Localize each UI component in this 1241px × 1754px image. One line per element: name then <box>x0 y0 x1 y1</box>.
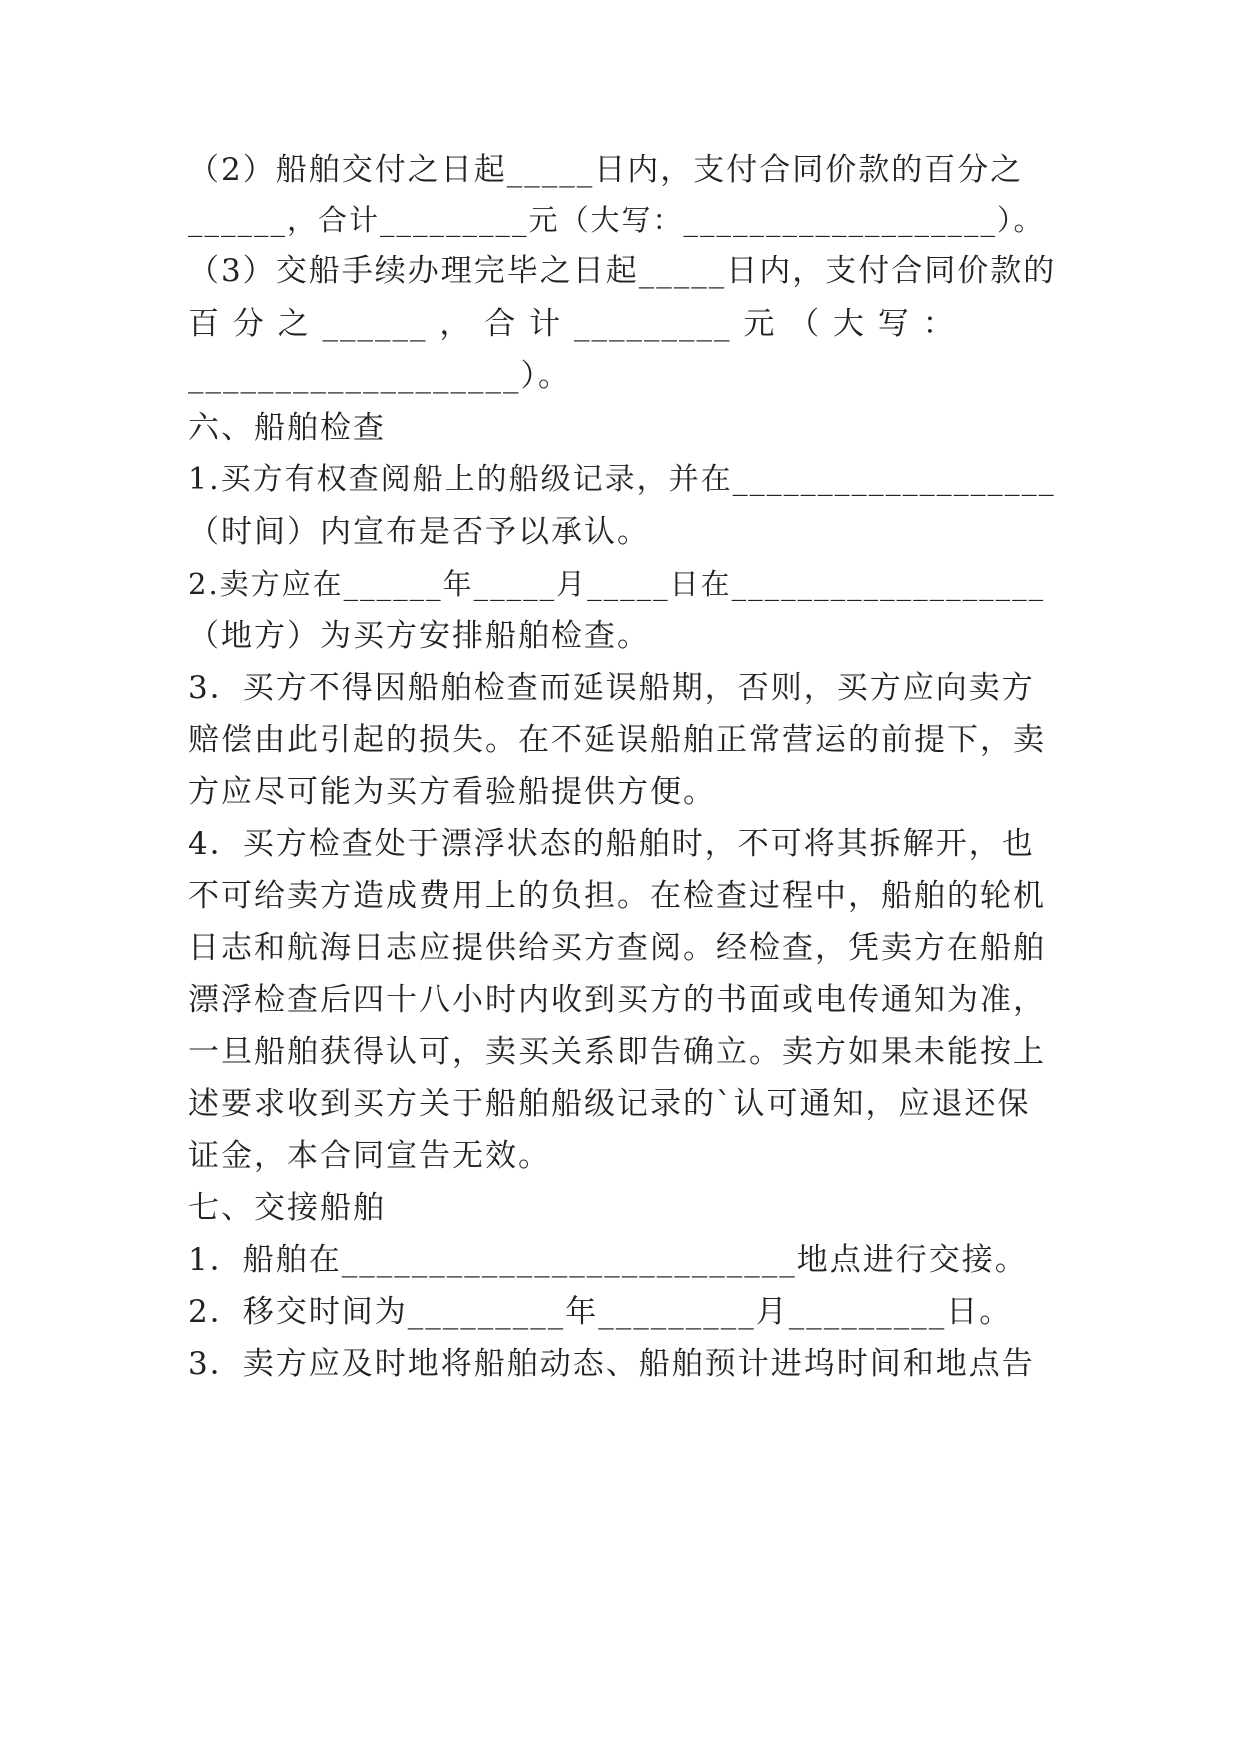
payment-term-3-line-2: 百 分 之 ______ ， 合 计 _________ 元 （ 大 写 ： <box>188 306 956 342</box>
inspection-clause-3-line-3: 方应尽可能为买方看验船提供方便。 <box>188 774 716 810</box>
payment-term-2-line-2: ______，合计_________元（大写：___________________）。 <box>188 203 1045 237</box>
handover-clause-3-line-1: 3．卖方应及时地将船舶动态、船舶预计进坞时间和地点告 <box>188 1346 1035 1382</box>
inspection-clause-1-line-1: 1.买方有权查阅船上的船级记录，并在___________________ <box>188 462 1056 497</box>
inspection-clause-4-line-6: 述要求收到买方关于船舶船级记录的`认可通知，应退还保 <box>188 1086 1031 1122</box>
inspection-clause-3-line-1: 3．买方不得因船舶检查而延误船期，否则，买方应向卖方 <box>188 670 1035 706</box>
inspection-clause-2-line-1: 2.卖方应在______年_____月_____日在___________________ <box>188 567 1046 601</box>
payment-term-3-line-1: （3）交船手续办理完毕之日起_____日内，支付合同价款的 <box>188 253 1057 289</box>
section-heading-handover: 七、交接船舶 <box>188 1190 386 1226</box>
inspection-clause-4-line-2: 不可给卖方造成费用上的负担。在检查过程中，船舶的轮机 <box>188 878 1046 914</box>
inspection-clause-1-line-2: （时间）内宣布是否予以承认。 <box>188 514 650 550</box>
inspection-clause-4-line-4: 漂浮检查后四十八小时内收到买方的书面或电传通知为准， <box>188 982 1046 1018</box>
handover-clause-1: 1．船舶在__________________________地点进行交接。 <box>188 1242 1028 1278</box>
inspection-clause-4-line-3: 日志和航海日志应提供给买方查阅。经检查，凭卖方在船舶 <box>188 930 1046 966</box>
inspection-clause-3-line-2: 赔偿由此引起的损失。在不延误船舶正常营运的前提下，卖 <box>188 722 1046 758</box>
payment-term-2-line-1: （2）船舶交付之日起_____日内，支付合同价款的百分之 <box>188 152 1024 188</box>
inspection-clause-4-line-5: 一旦船舶获得认可，卖买关系即告确立。卖方如果未能按上 <box>188 1034 1046 1070</box>
handover-clause-2: 2．移交时间为_________年_________月_________日。 <box>188 1294 1013 1330</box>
inspection-clause-4-line-1: 4．买方检查处于漂浮状态的船舶时，不可将其拆解开，也 <box>188 826 1035 862</box>
inspection-clause-4-line-7: 证金，本合同宣告无效。 <box>188 1138 551 1174</box>
section-heading-inspection: 六、船舶检查 <box>188 410 386 446</box>
inspection-clause-2-line-2: （地方）为买方安排船舶检查。 <box>188 618 650 654</box>
payment-term-3-line-3: ___________________）。 <box>188 358 571 394</box>
